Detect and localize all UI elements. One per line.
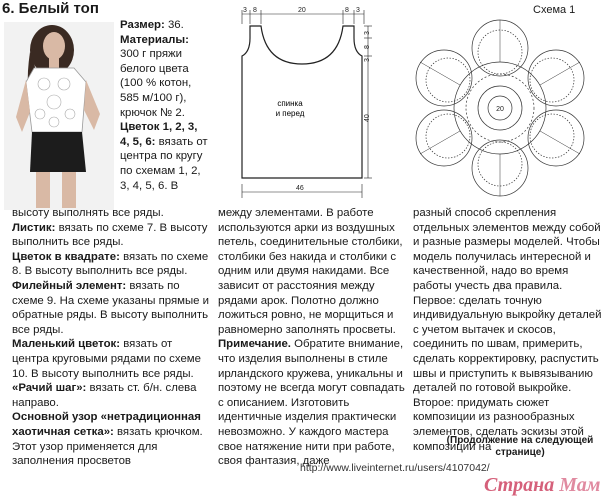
watermark-logo: Страна Мам bbox=[484, 474, 601, 496]
dim-3a: 3 bbox=[243, 7, 247, 14]
crab-stitch-label: «Рачий шаг»: bbox=[12, 382, 87, 395]
continued-note: (Продолжение на следующей странице) bbox=[446, 435, 594, 458]
small-flower-label: Маленький цветок: bbox=[12, 338, 121, 351]
schema-title: Схема 1 bbox=[533, 4, 576, 16]
dim-8c: 8 bbox=[364, 45, 371, 49]
column-2-text: между элементами. В работе используются арки из воздушных петель, соединительные столбики, столбики без накида и столбики с одним или двумя накидами. Все зависит от расстояния между рядами арок. Полотно должно ложиться ровно, не морщиться и равномерно заполнять просветы. Примечание. Обратите внимание, что изделия выполнены в стиле ирландского кружева, уникальны и поэтому не всегда могут совпадать с описанием. Изготовить идентичные изделия практически невозможно. У каждого мастера свое натяжение нити при работе, своя фантазия, даже bbox=[218, 207, 405, 468]
diagram-label-front: и перед bbox=[275, 109, 305, 118]
size-label: Размер: bbox=[120, 19, 165, 31]
column-3-text: разный способ скрепления отдельных элементов между собой и разные размеры моделей. Чтобы модель получилась интересной и качественной, надо во время работы учесть два правила. Первое: сделать точную индивидуальную выкройку деталей с учетом вытачек и скосов, соединить по швам, примерить, сделать корректировку, распустить швы и приступить к вывязыванию деталей по готовой выкройке. Второе: придумать сюжет композиции из разнообразных элементов, сделать эскизы этой композиции на bbox=[413, 207, 602, 453]
schema-center-label: 20 bbox=[496, 106, 504, 113]
column-1-text: высоту выполнять все ряды. Листик: вязать по схеме 7. В высоту выполнить все ряды. Цветок в квадрате: вязать по схеме 8. В высоту выполнить все ряды. Филейный элемент: вязать по схеме 9. На схеме указаны прямые и обратные ряды. В высоту выполнить все ряды. Маленький цветок: вязать от центра круговыми рядами по схеме 10. В высоту выполнить все ряды. «Рачий шаг»: вязать ст. б/н. слева направо. Основной узор «нетрадиционная хаотичная сетка»: вязать крючком. Этот узор применяется для заполнения просветов bbox=[12, 207, 210, 468]
materials-label: Материалы: bbox=[120, 33, 189, 46]
article-title: 6. Белый топ bbox=[2, 0, 99, 17]
dim-20: 20 bbox=[298, 7, 306, 14]
model-photo bbox=[4, 22, 114, 210]
dim-3b: 3 bbox=[356, 7, 360, 14]
crochet-schema bbox=[406, 16, 606, 202]
dim-3d: 3 bbox=[364, 58, 371, 62]
dim-8b: 8 bbox=[345, 7, 349, 14]
dim-8a: 8 bbox=[253, 7, 257, 14]
pattern-diagram bbox=[232, 4, 372, 200]
dim-46: 46 bbox=[296, 185, 304, 192]
note-label: Примечание. bbox=[218, 338, 291, 351]
leaf-label: Листик: bbox=[12, 221, 56, 234]
square-flower-label: Цветок в квадрате: bbox=[12, 250, 120, 263]
source-url[interactable]: http://www.liveinternet.ru/users/4107042/ bbox=[300, 462, 490, 474]
intro-column: Размер: 36. Материалы: 300 г пряжи белого цвета (100 % котон, 585 м/100 г), крючок № 2. Цветок 1, 2, 3, 4, 5, 6: вязать от центра по кругу по схемам 1, 2, 3, 4, 5, 6. В bbox=[120, 19, 208, 192]
diagram-label-back: спинка bbox=[277, 99, 303, 108]
dim-3c: 3 bbox=[364, 31, 371, 35]
main-pattern-label: Основной узор «нетрадиционная хаотичная сетка»: bbox=[12, 411, 201, 438]
dim-40: 40 bbox=[364, 114, 371, 122]
filet-label: Филейный элемент: bbox=[12, 279, 127, 292]
flowers-label: Цветок 1, 2, 3, 4, 5, 6: bbox=[120, 121, 198, 148]
